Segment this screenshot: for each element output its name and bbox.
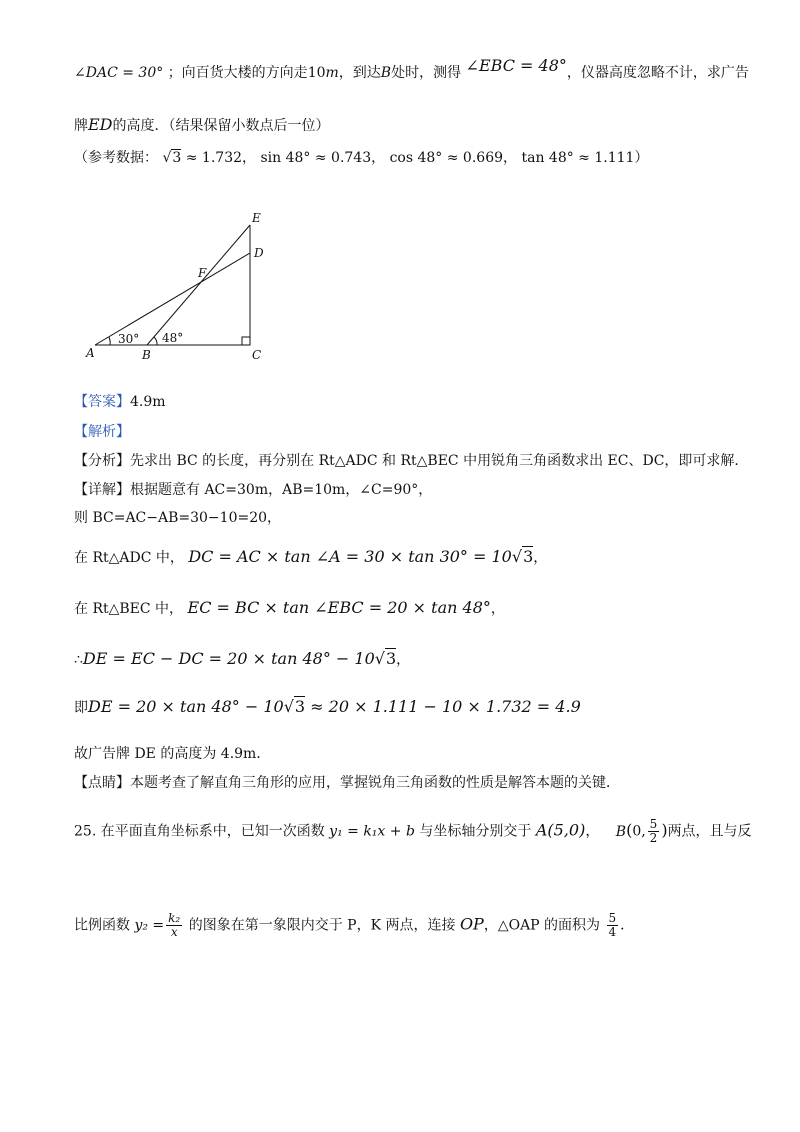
point-b: B xyxy=(380,65,392,81)
analysis-heading xyxy=(74,422,130,442)
sqrt-symbol: √ xyxy=(283,697,294,716)
point-b-label: B xyxy=(615,823,627,840)
ref-cos: cos 48° ≈ 0.669 xyxy=(389,150,504,166)
right-angle-mark xyxy=(242,337,250,345)
comment-label: 【点睛】 xyxy=(74,775,130,791)
angle-dac: ∠DAC = 30° xyxy=(74,65,164,81)
text: ，到达 xyxy=(338,65,381,81)
dc-line xyxy=(74,547,547,568)
ref-tan: tan 48° ≈ 1.111 xyxy=(521,150,635,166)
bc-line xyxy=(74,508,281,528)
sqrt-3-value: ≈ 1.732 xyxy=(181,150,243,166)
line-be xyxy=(147,225,250,345)
fenxi-line xyxy=(74,451,748,471)
text: 的图象在第一象限内交于 P，K 两点，连接 xyxy=(188,917,456,934)
sqrt-symbol: √ xyxy=(162,150,172,166)
answer-label: 【答案】 xyxy=(74,394,130,410)
fraction-k2-x xyxy=(166,912,182,939)
detail-label: 【详解】 xyxy=(74,482,130,498)
text: 比例函数 xyxy=(74,917,130,934)
label-f: F xyxy=(198,266,207,280)
label-48deg: 48° xyxy=(162,331,184,345)
sqrt-3: 3 xyxy=(172,150,182,166)
frac-den: 4 xyxy=(608,925,617,939)
comment-line xyxy=(74,773,620,793)
fraction-5-4 xyxy=(607,912,619,939)
period: ． xyxy=(620,917,635,934)
text: 处时，测得 xyxy=(391,65,462,81)
frac-den: 2 xyxy=(649,831,658,845)
frac-num: 5 xyxy=(608,911,617,925)
answer-value: 4.9m xyxy=(130,394,166,410)
de2-line xyxy=(74,697,581,718)
conclusion: 故广告牌 DE 的高度为 4.9m． xyxy=(74,746,271,762)
text: ；向百货大楼的方向走 xyxy=(167,65,308,81)
ref-label: （参考数据： xyxy=(74,150,158,166)
text: 牌 xyxy=(74,118,88,134)
ec-line xyxy=(74,598,505,619)
label-b: B xyxy=(142,348,151,362)
sqrt-symbol: √ xyxy=(374,649,385,668)
segment-ed: ED xyxy=(88,115,113,134)
geometry-figure xyxy=(80,205,280,370)
dc-end: ， xyxy=(533,550,548,566)
ref-close: ） xyxy=(634,150,649,166)
de2-sqrt: 3 xyxy=(294,697,306,716)
ref-sin: sin 48° ≈ 0.743 xyxy=(260,150,372,166)
problem-line-2 xyxy=(74,115,330,136)
label-c: C xyxy=(252,348,262,362)
in-adc: 在 Rt△ADC 中， xyxy=(74,550,184,566)
frac-den: x xyxy=(170,925,178,939)
frac-num: k₂ xyxy=(168,911,181,925)
dc-sqrt: 3 xyxy=(523,547,534,566)
de-end: ， xyxy=(396,652,411,668)
unit: m xyxy=(325,65,339,81)
de-line xyxy=(74,649,410,670)
ec-equation: EC = BC × tan ∠EBC = 20 × tan 48° xyxy=(187,598,491,617)
comma: ， xyxy=(585,823,600,840)
ec-end: ， xyxy=(490,601,505,617)
label-a: A xyxy=(86,346,95,360)
analysis-label: 【解析】 xyxy=(74,424,130,440)
fraction-5-2 xyxy=(648,818,660,845)
ji: 即 xyxy=(74,700,88,716)
distance: 10 xyxy=(307,65,326,81)
detail-line xyxy=(74,480,432,500)
point-a: A(5,0) xyxy=(535,820,586,840)
angle-arc-a xyxy=(109,337,110,345)
problem-line-1 xyxy=(74,56,749,83)
label-30deg: 30° xyxy=(118,332,140,346)
q25-line-2 xyxy=(74,912,634,939)
de-sqrt: 3 xyxy=(385,649,397,668)
q25-line-1 xyxy=(74,818,752,845)
dc-equation: DC = AC × tan ∠A = 30 × tan 30° = 10 xyxy=(188,547,512,566)
text: ，△OAP 的面积为 xyxy=(483,917,601,934)
de-equation: DE = EC − DC = 20 × tan 48° − 10 xyxy=(82,649,375,668)
bc-text: 则 BC=AC−AB=30−10=20， xyxy=(74,510,282,526)
text: 的高度．（结果保留小数点后一位） xyxy=(112,118,330,134)
text: ，仪器高度忽略不计，求广告 xyxy=(566,65,749,81)
conclusion-line xyxy=(74,744,270,764)
answer-line xyxy=(74,392,166,412)
label-e: E xyxy=(252,211,261,225)
paren-close: ) xyxy=(661,820,668,840)
label-d: D xyxy=(254,246,264,260)
func-y2: y₂ = xyxy=(134,917,165,934)
point-b-zero: 0, xyxy=(632,823,646,840)
therefore-symbol: ∴ xyxy=(74,652,83,668)
text: 在平面直角坐标系中，已知一次函数 xyxy=(100,823,325,840)
q25-number: 25. xyxy=(74,823,97,840)
segment-op: OP xyxy=(459,914,484,934)
text: 与坐标轴分别交于 xyxy=(419,823,532,840)
fenxi-label: 【分析】 xyxy=(74,453,130,469)
reference-data: （参考数据： √3 ≈ 1.732， sin 48° ≈ 0.743， cos 48° ≈ 0.669， tan 48° ≈ 1.111） xyxy=(74,150,649,166)
angle-arc-b xyxy=(154,337,157,345)
de2-rest: ≈ 20 × 1.111 − 10 × 1.732 = 4.9 xyxy=(305,697,581,716)
angle-ebc: ∠EBC = 48° xyxy=(465,56,567,75)
comment-text: 本题考查了解直角三角形的应用，掌握锐角三角函数的性质是解答本题的关键． xyxy=(130,775,620,791)
text: 两点，且与反 xyxy=(667,823,752,840)
detail-text: 根据题意有 AC=30m，AB=10m，∠C=90°， xyxy=(130,482,433,498)
paren-open: ( xyxy=(626,820,633,840)
frac-num: 5 xyxy=(649,817,658,831)
fenxi-text: 先求出 BC 的长度，再分别在 Rt△ADC 和 Rt△BEC 中用锐角三角函数求出 EC、DC，即可求解． xyxy=(130,453,749,469)
func-y1: y₁ = k₁x + b xyxy=(329,823,415,840)
sqrt-symbol: √ xyxy=(511,547,523,566)
in-bec: 在 Rt△BEC 中， xyxy=(74,601,184,617)
de2-equation: DE = 20 × tan 48° − 10 xyxy=(88,697,284,716)
